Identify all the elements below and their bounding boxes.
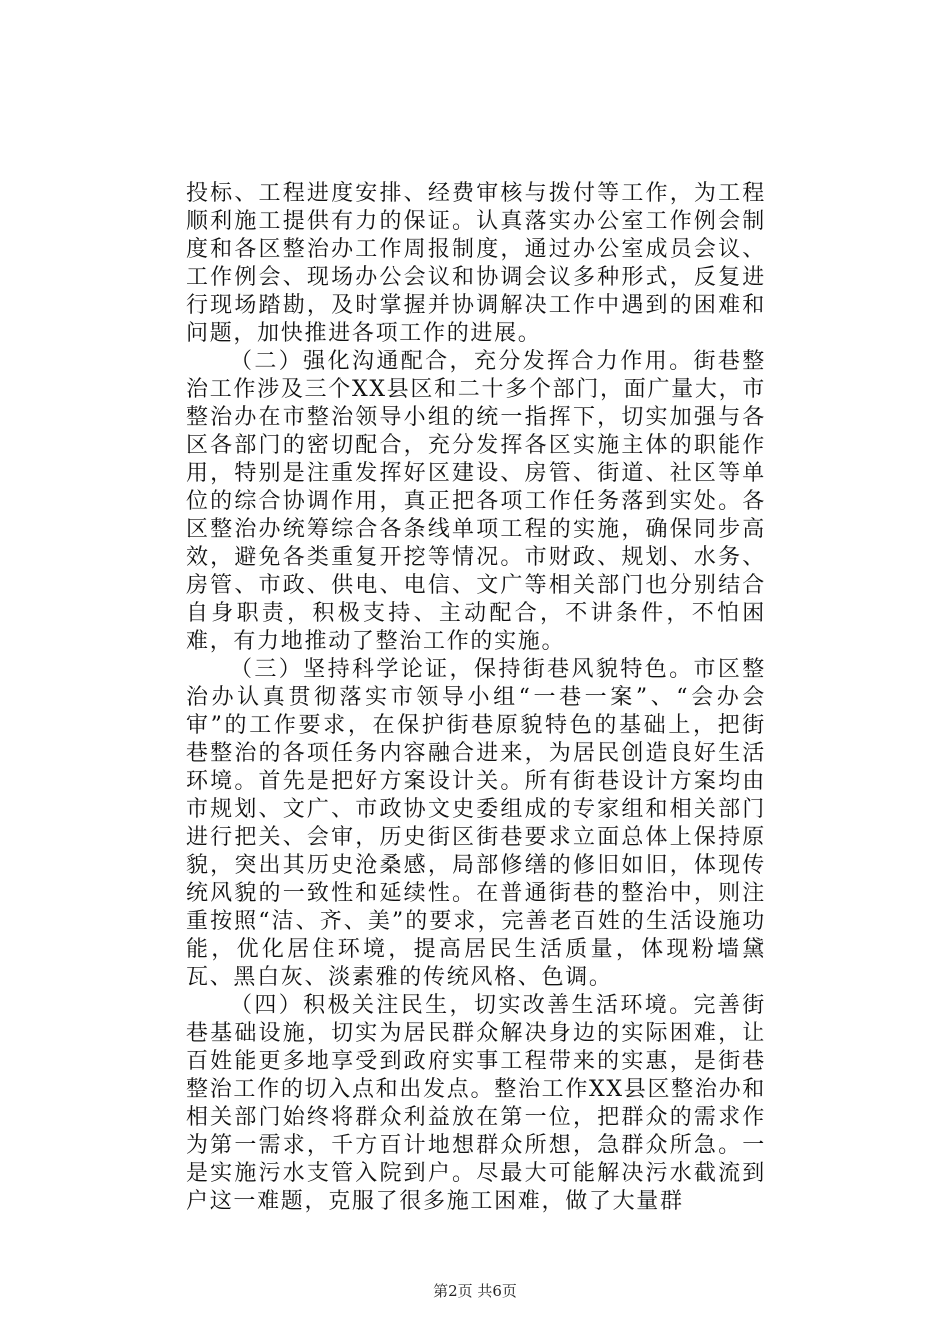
paragraph-continuation: 投标、工程进度安排、经费审核与拨付等工作，为工程顺利施工提供有力的保证。认真落实办公室工作例会制度和各区整治办工作周报制度，通过办公室成员会议、工作例会、现场办公会议和协调会议多种形式，反复进行现场踏勘，及时掌握并协调解决工作中遇到的困难和问题，加快推进各项工作的进展。 <box>186 181 766 346</box>
paragraph-section-2: （二）强化沟通配合，充分发挥合力作用。街巷整治工作涉及三个XX县区和二十多个部门，面广量大，市整治办在市整治领导小组的统一指挥下，切实加强与各区各部门的密切配合，充分发挥各区实施主体的职能作用，特别是注重发挥好区建设、房管、街道、社区等单位的综合协调作用，真正把各项工作任务落到实处。各区整治办统筹综合各条线单项工程的实施，确保同步高效，避免各类重复开挖等情况。市财政、规划、水务、房管、市政、供电、电信、文广等相关部门也分别结合自身职责，积极支持、主动配合，不讲条件，不怕困难，有力地推动了整治工作的实施。 <box>186 349 766 654</box>
paragraph-section-4: （四）积极关注民生，切实改善生活环境。完善街巷基础设施，切实为居民群众解决身边的实际困难，让百姓能更多地享受到政府实事工程带来的实惠，是街巷整治工作的切入点和出发点。整治工作XX县区整治办和相关部门始终将群众利益放在第一位，把群众的需求作为第一需求，千方百计地想群众所想，急群众所急。一是实施污水支管入院到户。尽最大可能解决污水截流到户这一难题，克服了很多施工困难，做了大量群 <box>186 993 766 1214</box>
paragraph-section-3: （三）坚持科学论证，保持街巷风貌特色。市区整治办认真贯彻落实市领导小组“一巷一案”、“会办会审”的工作要求，在保护街巷原貌特色的基础上，把街巷整治的各项任务内容融合进来，为居民创造良好生活环境。首先是把好方案设计关。所有街巷设计方案均由市规划、文广、市政协文史委组成的专家组和相关部门进行把关、会审，历史街区街巷要求立面总体上保持原貌，突出其历史沧桑感，局部修缮的修旧如旧，体现传统风貌的一致性和延续性。在普通街巷的整治中，则注重按照“洁、齐、美”的要求，完善老百姓的生活设施功能，优化居住环境，提高居民生活质量，体现粉墙黛瓦、黑白灰、淡素雅的传统风格、色调。 <box>186 657 766 990</box>
document-body <box>186 180 766 1216</box>
page-footer: 第2页 共6页 <box>433 1282 517 1300</box>
